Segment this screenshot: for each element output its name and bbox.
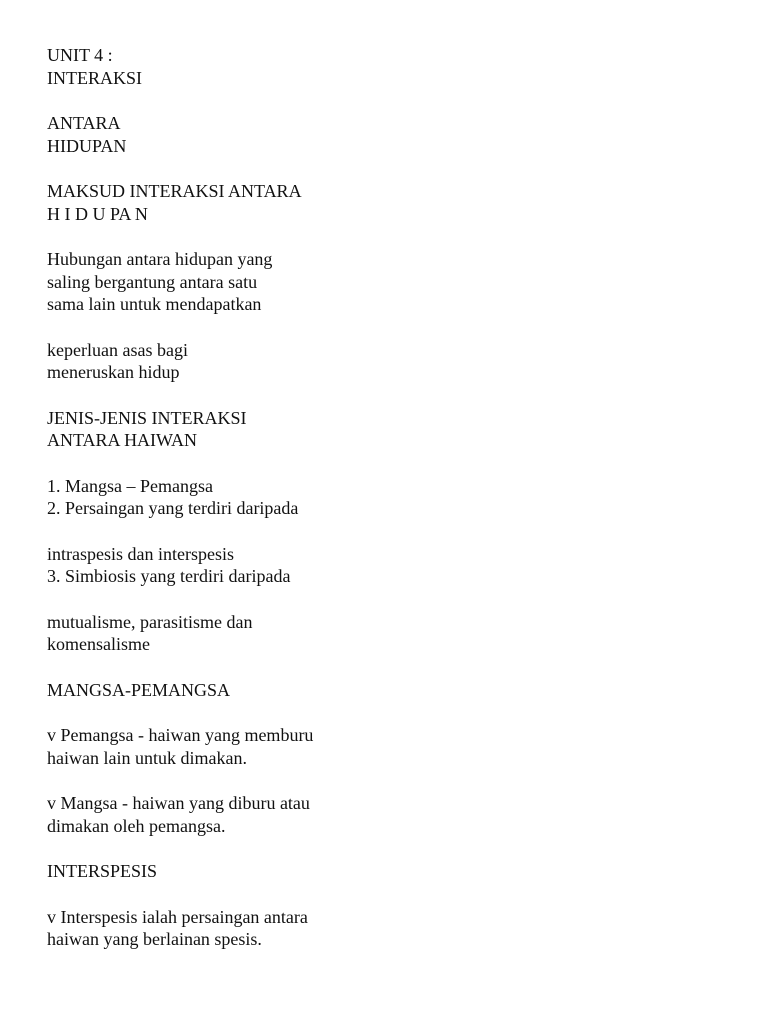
heading-paragraph [47, 679, 727, 702]
text-line: sama lain untuk mendapatkan [47, 294, 262, 314]
body-paragraph [47, 339, 727, 384]
body-paragraph [47, 248, 727, 316]
text-line: meneruskan hidup [47, 362, 180, 382]
heading-paragraph [47, 180, 727, 225]
title-paragraph [47, 112, 727, 157]
text-line: v Interspesis ialah persaingan antara [47, 906, 308, 927]
text-line: JENIS-JENIS INTERAKSI [47, 407, 247, 428]
text-line: INTERSPESIS [47, 861, 158, 881]
text-line: saling bergantung antara satu [47, 271, 258, 292]
heading-paragraph [47, 407, 727, 452]
text-line: MAKSUD INTERAKSI ANTARA [47, 181, 302, 201]
body-paragraph [47, 792, 727, 837]
text-line: keperluan asas bagi [47, 339, 188, 360]
text-line: v Pemangsa - haiwan yang memburu [47, 725, 314, 745]
text-line: haiwan yang berlainan spesis. [47, 929, 262, 949]
text-line: Hubungan antara hidupan yang [47, 249, 273, 269]
heading-paragraph [47, 860, 727, 883]
title-paragraph [47, 44, 727, 89]
text-line: H I D U PA N [47, 203, 148, 224]
list-item: 1. Mangsa – Pemangsa [47, 475, 213, 496]
text-line: UNIT 4 : [47, 45, 113, 65]
text-line: HIDUPAN [47, 135, 127, 156]
document-page [47, 44, 727, 974]
list-item: 3. Simbiosis yang terdiri daripada [47, 566, 291, 586]
list-item: intraspesis dan interspesis [47, 543, 234, 564]
text-line: v Mangsa - haiwan yang diburu atau [47, 793, 310, 813]
body-paragraph [47, 724, 727, 769]
body-paragraph [47, 611, 727, 656]
text-line: haiwan lain untuk dimakan. [47, 747, 247, 768]
text-line: ANTARA [47, 113, 121, 133]
text-line: dimakan oleh pemangsa. [47, 815, 226, 836]
text-line: ANTARA HAIWAN [47, 430, 198, 450]
text-line: INTERAKSI [47, 67, 142, 88]
list-paragraph [47, 543, 727, 588]
text-line: komensalisme [47, 634, 150, 654]
text-line: MANGSA-PEMANGSA [47, 679, 231, 700]
list-paragraph [47, 475, 727, 520]
body-paragraph [47, 906, 727, 951]
list-item: 2. Persaingan yang terdiri daripada [47, 498, 299, 518]
text-line: mutualisme, parasitisme dan [47, 611, 253, 632]
